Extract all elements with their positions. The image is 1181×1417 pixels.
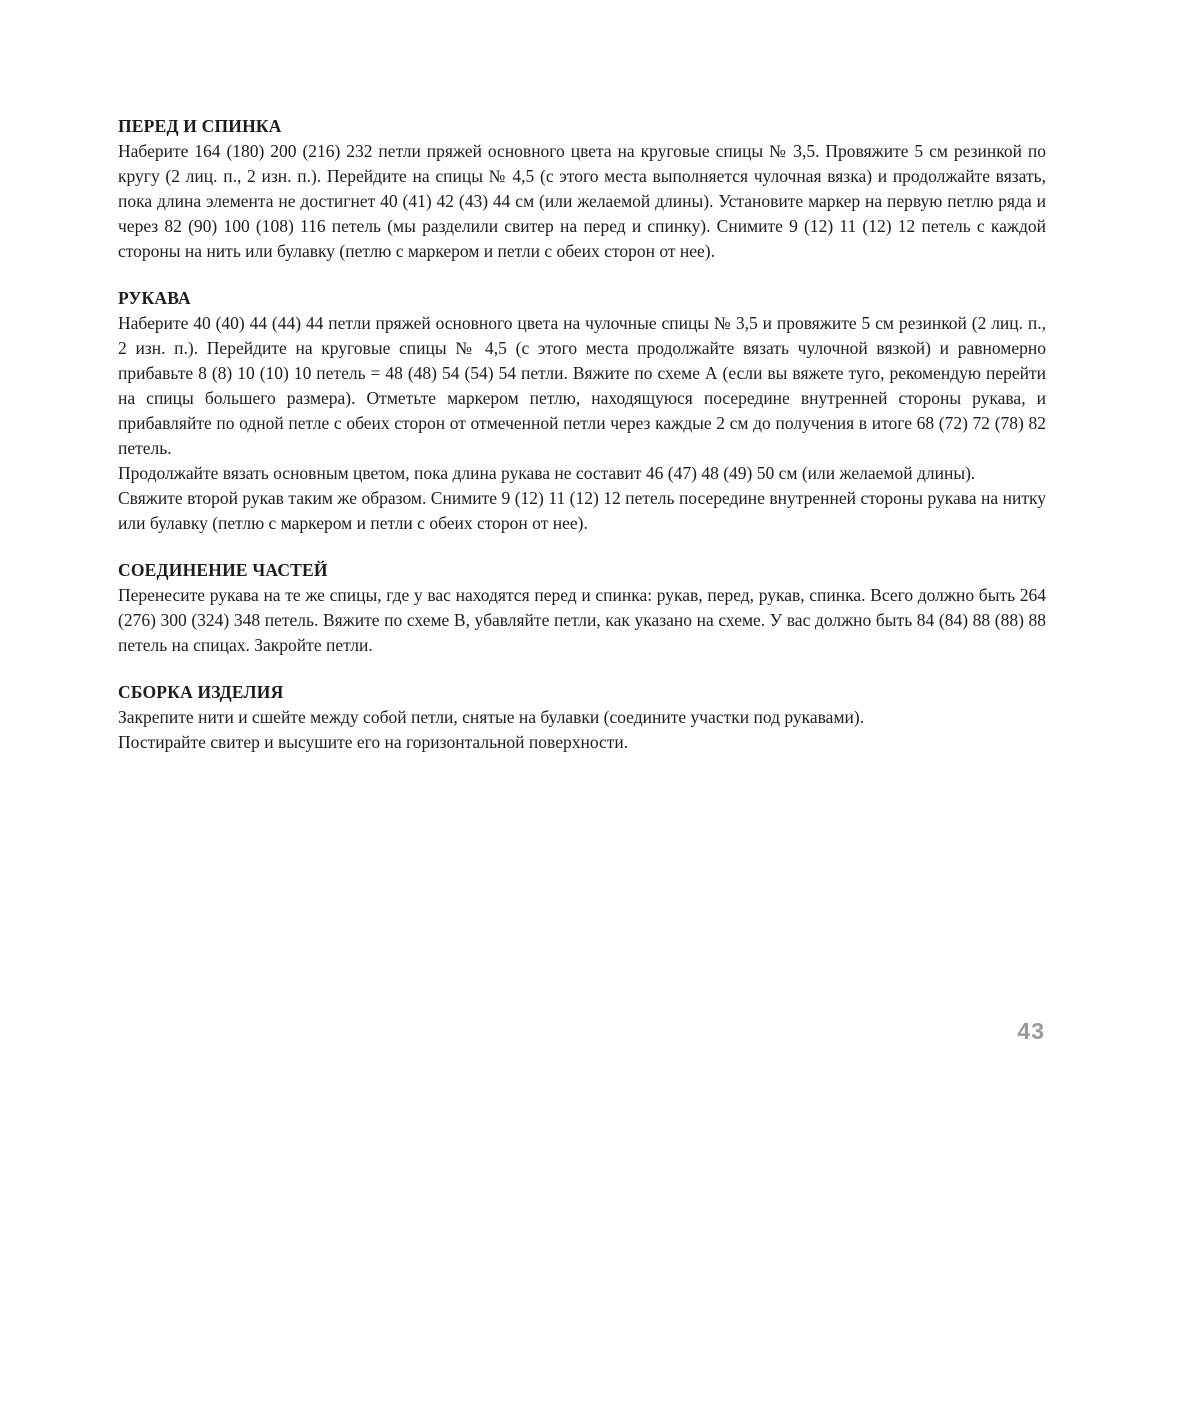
section-title: СОЕДИНЕНИЕ ЧАСТЕЙ — [118, 560, 328, 580]
section-title: ПЕРЕД И СПИНКА — [118, 116, 282, 136]
section-paragraph: Постирайте свитер и высушите его на горизонтальной поверхности. — [118, 732, 629, 752]
section-front-back — [118, 114, 1046, 264]
section-title: РУКАВА — [118, 288, 191, 308]
section-paragraph: Закрепите нити и сшейте между собой петли, снятые на булавки (соедините участки под рукавами). — [118, 707, 865, 727]
section-paragraph: Свяжите второй рукав таким же образом. Снимите 9 (12) 11 (12) 12 петель посередине внутренней стороны рукава на нитку или булавку (петлю с маркером и петли с обеих сторон от нее). — [118, 488, 1046, 533]
page-number: 43 — [1017, 1018, 1045, 1044]
section-paragraph: Наберите 164 (180) 200 (216) 232 петли пряжей основного цвета на круговые спицы № 3,5. Провяжите 5 см резинкой по кругу (2 лиц. п., 2 изн. п.). Перейдите на спицы № 4,5 (с этого места выполняется чулочная вязка) и продолжайте вязать, пока длина элемента не достигнет 40 (41) 42 (43) 44 см (или желаемой длины). Установите маркер на первую петлю ряда и через 82 (90) 100 (108) 116 петель (мы разделили свитер на перед и спинку). Снимите 9 (12) 11 (12) 12 петель с каждой стороны на нить или булавку (петлю с маркером и петли с обеих сторон от нее). — [118, 141, 1046, 261]
section-title: СБОРКА ИЗДЕЛИЯ — [118, 682, 284, 702]
section-paragraph: Продолжайте вязать основным цветом, пока длина рукава не составит 46 (47) 48 (49) 50 см (или желаемой длины). — [118, 463, 976, 483]
section-assembly — [118, 680, 1046, 755]
section-joining — [118, 558, 1046, 658]
page-content — [118, 114, 1046, 777]
section-sleeves — [118, 286, 1046, 536]
section-paragraph: Наберите 40 (40) 44 (44) 44 петли пряжей основного цвета на чулочные спицы № 3,5 и провяжите 5 см резинкой (2 лиц. п., 2 изн. п.). Перейдите на круговые спицы № 4,5 (с этого места продолжайте вязать чулочной вязкой) и равномерно прибавьте 8 (8) 10 (10) 10 петель = 48 (48) 54 (54) 54 петли. Вяжите по схеме А (если вы вяжете туго, рекомендую перейти на спицы большего размера). Отметьте маркером петлю, находящуюся посередине внутренней стороны рукава, и прибавляйте по одной петле с обеих сторон от отмеченной петли через каждые 2 см до получения в итоге 68 (72) 72 (78) 82 петель. — [118, 313, 1046, 458]
section-paragraph: Перенесите рукава на те же спицы, где у вас находятся перед и спинка: рукав, перед, рукав, спинка. Всего должно быть 264 (276) 300 (324) 348 петель. Вяжите по схеме В, убавляйте петли, как указано на схеме. У вас должно быть 84 (84) 88 (88) 88 петель на спицах. Закройте петли. — [118, 585, 1046, 655]
